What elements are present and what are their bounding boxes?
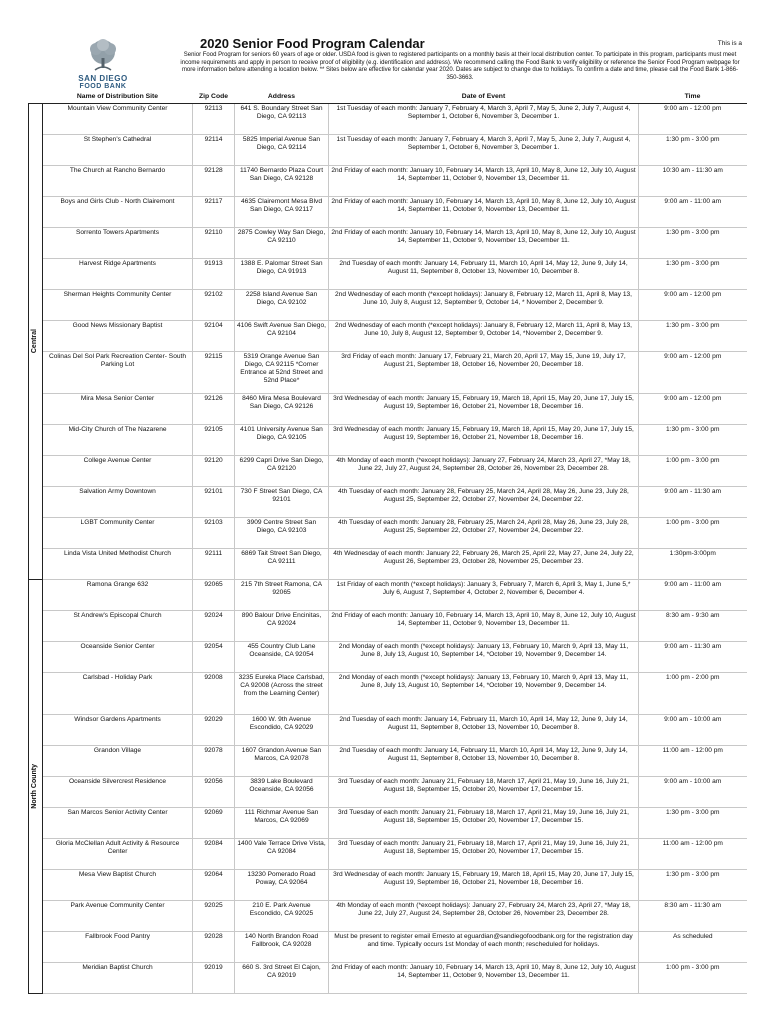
cell-date: 2nd Tuesday of each month: January 14, February 11, March 10, April 14, May 12, June 9, July 14, August 11, September 8, October 13, November 10, December 8. xyxy=(329,714,639,745)
cell-name: Meridian Baptist Church xyxy=(43,962,193,993)
cell-name: Oceanside Senior Center xyxy=(43,641,193,672)
cell-time: 1:30 pm - 3:00 pm xyxy=(639,134,747,165)
table-row xyxy=(29,351,747,393)
cell-time: As scheduled xyxy=(639,931,747,962)
table-row xyxy=(29,610,747,641)
table-row xyxy=(29,134,747,165)
cell-time: 10:30 am - 11:30 am xyxy=(639,165,747,196)
cell-date: 2nd Monday of each month (*except holidays): January 13, February 10, March 9, April 13, May 11, June 8, July 13, August 10, September 14, *October 19, November 9, December 14. xyxy=(329,672,639,714)
cell-zip: 92115 xyxy=(193,351,235,393)
table-row xyxy=(29,196,747,227)
cell-time: 9:00 am - 11:30 am xyxy=(639,486,747,517)
cell-zip: 92069 xyxy=(193,807,235,838)
cell-zip: 92078 xyxy=(193,745,235,776)
column-header-date: Date of Event xyxy=(329,92,639,103)
table-row xyxy=(29,900,747,931)
cell-date: 3rd Tuesday of each month: January 21, February 18, March 17, April 21, May 19, June 16, July 21, August 18, September 15, October 20, November 17, December 15. xyxy=(329,838,639,869)
table-row xyxy=(29,289,747,320)
cell-time: 1:30 pm - 3:00 pm xyxy=(639,320,747,351)
table-row xyxy=(29,869,747,900)
cell-zip: 92126 xyxy=(193,393,235,424)
cell-address: 8460 Mira Mesa Boulevard San Diego, CA 92126 xyxy=(235,393,329,424)
cell-time: 9:00 am - 11:00 am xyxy=(639,196,747,227)
schedule-table xyxy=(28,92,747,994)
cell-time: 11:00 am - 12:00 pm xyxy=(639,745,747,776)
cell-name: Linda Vista United Methodist Church xyxy=(43,548,193,579)
cell-zip: 92128 xyxy=(193,165,235,196)
cell-date: 4th Tuesday of each month: January 28, February 25, March 24, April 28, May 26, June 23, July 28, August 25, September 22, October 27, November 24, December 22. xyxy=(329,517,639,548)
food-bank-logo xyxy=(28,36,178,92)
cell-name: The Church at Rancho Bernardo xyxy=(43,165,193,196)
intro-lead: This is a xyxy=(717,40,742,47)
cell-address: 2258 Island Avenue San Diego, CA 92102 xyxy=(235,289,329,320)
cell-address: 1607 Grandon Avenue San Marcos, CA 92078 xyxy=(235,745,329,776)
schedule-body xyxy=(29,103,747,993)
cell-name: Good News Missionary Baptist xyxy=(43,320,193,351)
table-row xyxy=(29,579,747,610)
table-row xyxy=(29,714,747,745)
cell-date: 4th Wednesday of each month: January 22, February 26, March 25, April 22, May 27, June 24, July 22, August 26, September 23, October 28, November 25, December 23. xyxy=(329,548,639,579)
cell-date: 3rd Wednesday of each month: January 15, February 19, March 18, April 15, May 20, June 17, July 15, August 19, September 16, October 21, November 18, December 16. xyxy=(329,424,639,455)
cell-address: 2875 Cowley Way San Diego, CA 92110 xyxy=(235,227,329,258)
cell-time: 9:00 am - 10:00 am xyxy=(639,776,747,807)
cell-address: 455 Country Club Lane Oceanside, CA 92054 xyxy=(235,641,329,672)
cell-zip: 92029 xyxy=(193,714,235,745)
cell-date: 2nd Tuesday of each month: January 14, February 11, March 10, April 14, May 12, June 9, July 14, August 11, September 8, October 13, November 10, December 8. xyxy=(329,258,639,289)
cell-address: 641 S. Boundary Street San Diego, CA 92113 xyxy=(235,103,329,134)
table-row xyxy=(29,455,747,486)
page-title: 2020 Senior Food Program Calendar xyxy=(200,36,425,51)
cell-name: Sherman Heights Community Center xyxy=(43,289,193,320)
column-header-address: Address xyxy=(235,92,329,103)
cell-zip: 92024 xyxy=(193,610,235,641)
cell-name: Mesa View Baptist Church xyxy=(43,869,193,900)
cell-time: 1:30 pm - 3:00 pm xyxy=(639,227,747,258)
table-row xyxy=(29,258,747,289)
cell-date: 4th Monday of each month (*except holidays): January 27, February 24, March 23, April 27, *May 18, June 22, July 27, August 24, September 28, October 26, November 23, December 28. xyxy=(329,455,639,486)
cell-address: 4106 Swift Avenue San Diego, CA 92104 xyxy=(235,320,329,351)
cell-time: 1:30 pm - 3:00 pm xyxy=(639,807,747,838)
cell-zip: 92008 xyxy=(193,672,235,714)
table-row xyxy=(29,393,747,424)
table-row xyxy=(29,745,747,776)
cell-address: 1600 W. 9th Avenue Escondido, CA 92029 xyxy=(235,714,329,745)
cell-time: 9:00 am - 12:00 pm xyxy=(639,103,747,134)
cell-address: 4635 Clairemont Mesa Blvd San Diego, CA 92117 xyxy=(235,196,329,227)
cell-zip: 92114 xyxy=(193,134,235,165)
cell-date: 2nd Monday of each month (*except holidays): January 13, February 10, March 9, April 13, May 11, June 8, July 13, August 10, September 14, *October 19, November 9, December 14. xyxy=(329,641,639,672)
table-row xyxy=(29,486,747,517)
document-header xyxy=(28,36,746,92)
cell-zip: 92084 xyxy=(193,838,235,869)
cell-address: 6869 Tait Street San Diego, CA 92111 xyxy=(235,548,329,579)
cell-time: 8:30 am - 11:30 am xyxy=(639,900,747,931)
cell-address: 3235 Eureka Place Carlsbad, CA 92008 (Across the street from the Learning Center) xyxy=(235,672,329,714)
cell-address: 5319 Orange Avenue San Diego, CA 92115 *Corner Entrance at 52nd Street and 52nd Place* xyxy=(235,351,329,393)
cell-address: 3909 Centre Street San Diego, CA 92103 xyxy=(235,517,329,548)
cell-time: 1:00 pm - 3:00 pm xyxy=(639,517,747,548)
cell-date: 2nd Wednesday of each month (*except holidays): January 8, February 12, March 11, April 8, May 13, June 10, July 8, August 12, September 9, October 14, *November 2, December 9. xyxy=(329,320,639,351)
cell-date: 1st Friday of each month (*except holidays): January 3, February 7, March 6, April 3, May 1, June 5,* July 6, August 7, September 4, October 2, November 6, December 4. xyxy=(329,579,639,610)
cell-address: 3839 Lake Boulevard Oceanside, CA 92056 xyxy=(235,776,329,807)
cell-name: St Stephen's Cathedral xyxy=(43,134,193,165)
region-header xyxy=(29,92,43,103)
logo-line-1: SAN DIEGO xyxy=(78,74,128,83)
tree-logo-icon xyxy=(82,38,124,74)
table-row xyxy=(29,548,747,579)
cell-zip: 91913 xyxy=(193,258,235,289)
cell-address: 5825 Imperial Avenue San Diego, CA 92114 xyxy=(235,134,329,165)
calendar-page xyxy=(28,36,746,979)
cell-date: 2nd Tuesday of each month: January 14, February 11, March 10, April 14, May 12, June 9, July 14, August 11, September 8, October 13, November 10, December 8. xyxy=(329,745,639,776)
cell-time: 1:00 pm - 3:00 pm xyxy=(639,455,747,486)
cell-date: Must be present to register email Ernesto at eguardian@sandiegofoodbank.org for the registration day and time. Typically occurs 1st Monday of each month; rescheduled for holidays. xyxy=(329,931,639,962)
cell-date: 2nd Friday of each month: January 10, February 14, March 13, April 10, May 8, June 12, July 10, August 14, September 11, October 9, November 13, December 11. xyxy=(329,165,639,196)
cell-time: 1:00 pm - 3:00 pm xyxy=(639,962,747,993)
column-header-zip: Zip Code xyxy=(193,92,235,103)
cell-name: San Marcos Senior Activity Center xyxy=(43,807,193,838)
cell-name: Ramona Grange 632 xyxy=(43,579,193,610)
cell-address: 4101 University Avenue San Diego, CA 92105 xyxy=(235,424,329,455)
cell-name: LGBT Community Center xyxy=(43,517,193,548)
cell-date: 2nd Friday of each month: January 10, February 14, March 13, April 10, May 8, June 12, July 10, August 14, September 11, October 9, November 13, December 11. xyxy=(329,610,639,641)
cell-name: Mira Mesa Senior Center xyxy=(43,393,193,424)
cell-time: 9:00 am - 11:30 am xyxy=(639,641,747,672)
cell-name: College Avenue Center xyxy=(43,455,193,486)
region-label: North County xyxy=(31,763,39,809)
cell-time: 9:00 am - 12:00 pm xyxy=(639,393,747,424)
cell-zip: 92110 xyxy=(193,227,235,258)
cell-date: 2nd Wednesday of each month (*except holidays): January 8, February 12, March 11, April 8, May 13, June 10, July 8, August 12, September 9, October 14, * November 2, December 9. xyxy=(329,289,639,320)
cell-zip: 92103 xyxy=(193,517,235,548)
cell-zip: 92113 xyxy=(193,103,235,134)
table-header-row xyxy=(29,92,747,103)
cell-name: Grandon Village xyxy=(43,745,193,776)
table-row xyxy=(29,931,747,962)
cell-name: Mountain View Community Center xyxy=(43,103,193,134)
table-row xyxy=(29,103,747,134)
cell-address: 730 F Street San Diego, CA 92101 xyxy=(235,486,329,517)
cell-address: 6299 Capri Drive San Diego, CA 92120 xyxy=(235,455,329,486)
table-row xyxy=(29,424,747,455)
cell-zip: 92105 xyxy=(193,424,235,455)
cell-time: 1:30 pm - 3:00 pm xyxy=(639,869,747,900)
cell-address: 660 S. 3rd Street El Cajon, CA 92019 xyxy=(235,962,329,993)
cell-address: 890 Balour Drive Encinitas, CA 92024 xyxy=(235,610,329,641)
cell-zip: 92117 xyxy=(193,196,235,227)
cell-date: 3rd Wednesday of each month: January 15, February 19, March 18, April 15, May 20, June 17, July 15, August 19, September 16, October 21, November 18, December 16. xyxy=(329,393,639,424)
cell-name: Oceanside Silvercrest Residence xyxy=(43,776,193,807)
cell-time: 1:30 pm - 3:00 pm xyxy=(639,258,747,289)
cell-name: St Andrew's Episcopal Church xyxy=(43,610,193,641)
cell-zip: 92111 xyxy=(193,548,235,579)
cell-date: 2nd Friday of each month: January 10, February 14, March 13, April 10, May 8, June 12, July 10, August 14, September 11, October 9, November 13, December 11. xyxy=(329,196,639,227)
cell-zip: 92064 xyxy=(193,869,235,900)
table-row xyxy=(29,165,747,196)
cell-name: Sorrento Towers Apartments xyxy=(43,227,193,258)
cell-date: 4th Tuesday of each month: January 28, February 25, March 24, April 28, May 26, June 23, July 28, August 25, September 22, October 27, November 24, December 22. xyxy=(329,486,639,517)
region-cell-central xyxy=(29,103,43,579)
cell-date: 3rd Friday of each month: January 17, February 21, March 20, April 17, May 15, June 19, July 17, August 21, September 18, October 16, November 20, December 18. xyxy=(329,351,639,393)
cell-time: 11:00 am - 12:00 pm xyxy=(639,838,747,869)
cell-address: 13230 Pomerado Road Poway, CA 92064 xyxy=(235,869,329,900)
region-cell-north xyxy=(29,579,43,993)
cell-time: 1:30 pm - 3:00 pm xyxy=(639,424,747,455)
cell-time: 9:00 am - 12:00 pm xyxy=(639,289,747,320)
cell-name: Colinas Del Sol Park Recreation Center- South Parking Lot xyxy=(43,351,193,393)
table-row xyxy=(29,227,747,258)
table-row xyxy=(29,776,747,807)
cell-zip: 92028 xyxy=(193,931,235,962)
cell-time: 9:00 am - 12:00 pm xyxy=(639,351,747,393)
cell-date: 1st Tuesday of each month: January 7, February 4, March 3, April 7, May 5, June 2, July 7, August 4, September 1, October 6, November 3, December 1. xyxy=(329,134,639,165)
cell-time: 1:30pm-3:00pm xyxy=(639,548,747,579)
cell-address: 111 Richmar Avenue San Marcos, CA 92069 xyxy=(235,807,329,838)
cell-name: Windsor Gardens Apartments xyxy=(43,714,193,745)
cell-date: 3rd Wednesday of each month: January 15, February 19, March 18, April 15, May 20, June 17, July 15, August 19, September 16, October 21, November 18, December 16. xyxy=(329,869,639,900)
cell-address: 215 7th Street Ramona, CA 92065 xyxy=(235,579,329,610)
cell-time: 8:30 am - 9:30 am xyxy=(639,610,747,641)
cell-address: 1388 E. Palomar Street San Diego, CA 91913 xyxy=(235,258,329,289)
table-row xyxy=(29,962,747,993)
cell-name: Carlsbad - Holiday Park xyxy=(43,672,193,714)
cell-zip: 92019 xyxy=(193,962,235,993)
cell-date: 2nd Friday of each month: January 10, February 14, March 13, April 10, May 8, June 12, July 10, August 14, September 11, October 9, November 13, December 11. xyxy=(329,962,639,993)
table-row xyxy=(29,320,747,351)
cell-address: 1400 Vale Terrace Drive Vista, CA 92084 xyxy=(235,838,329,869)
cell-zip: 92054 xyxy=(193,641,235,672)
cell-time: 1:00 pm - 2:00 pm xyxy=(639,672,747,714)
cell-address: 11740 Bernardo Plaza Court San Diego, CA 92128 xyxy=(235,165,329,196)
cell-name: Mid-City Church of The Nazarene xyxy=(43,424,193,455)
table-row xyxy=(29,807,747,838)
cell-date: 4th Monday of each month (*except holidays): January 27, February 24, March 23, April 27, *May 18, June 22, July 27, August 24, September 28, October 26, November 23, December 28. xyxy=(329,900,639,931)
cell-date: 3rd Tuesday of each month: January 21, February 18, March 17, April 21, May 19, June 16, July 21, August 18, September 15, October 20, November 17, December 15. xyxy=(329,776,639,807)
cell-name: Salvation Army Downtown xyxy=(43,486,193,517)
cell-zip: 92104 xyxy=(193,320,235,351)
cell-date: 1st Tuesday of each month: January 7, February 4, March 3, April 7, May 5, June 2, July 7, August 4, September 1, October 6, November 3, December 1. xyxy=(329,103,639,134)
cell-date: 2nd Friday of each month: January 10, February 14, March 13, April 10, May 8, June 12, July 10, August 14, September 11, October 9, November 13, December 11. xyxy=(329,227,639,258)
cell-name: Fallbrook Food Pantry xyxy=(43,931,193,962)
cell-address: 210 E. Park Avenue Escondido, CA 92025 xyxy=(235,900,329,931)
column-header-name: Name of Distribution Site xyxy=(43,92,193,103)
cell-name: Park Avenue Community Center xyxy=(43,900,193,931)
cell-address: 140 North Brandon Road Fallbrook, CA 92028 xyxy=(235,931,329,962)
table-row xyxy=(29,517,747,548)
region-label: Central xyxy=(31,328,39,354)
cell-time: 9:00 am - 11:00 am xyxy=(639,579,747,610)
cell-name: Boys and Girls Club - North Clairemont xyxy=(43,196,193,227)
intro-paragraph: Senior Food Program for seniors 60 years of age or older. USDA food is given to registered participants on a monthly basis at their local distribution center. To participate in this program, participants must meet income requirements and apply in person to receive proof of eligibility (e.g. identification and address). We recommend calling the Food Bank to verify eligibility or reference the Senior Food Program webpage for more information before attending a location below. ** Sites below are effective for calendar year 2020. Dates are subject to change due to holidays. To confirm a date and time, please call the Food Bank 1-866-350-3663. xyxy=(180,52,740,81)
cell-date: 3rd Tuesday of each month: January 21, February 18, March 17, April 21, May 19, June 16, July 21, August 18, September 15, October 20, November 17, December 15. xyxy=(329,807,639,838)
table-row xyxy=(29,641,747,672)
cell-zip: 92120 xyxy=(193,455,235,486)
cell-zip: 92025 xyxy=(193,900,235,931)
cell-time: 9:00 am - 10:00 am xyxy=(639,714,747,745)
cell-zip: 92101 xyxy=(193,486,235,517)
table-row xyxy=(29,672,747,714)
column-header-time: Time xyxy=(639,92,747,103)
cell-name: Harvest Ridge Apartments xyxy=(43,258,193,289)
logo-line-2: FOOD BANK xyxy=(79,83,127,90)
cell-zip: 92065 xyxy=(193,579,235,610)
cell-zip: 92102 xyxy=(193,289,235,320)
table-row xyxy=(29,838,747,869)
cell-name: Gloria McClellan Adult Activity & Resource Center xyxy=(43,838,193,869)
cell-zip: 92056 xyxy=(193,776,235,807)
